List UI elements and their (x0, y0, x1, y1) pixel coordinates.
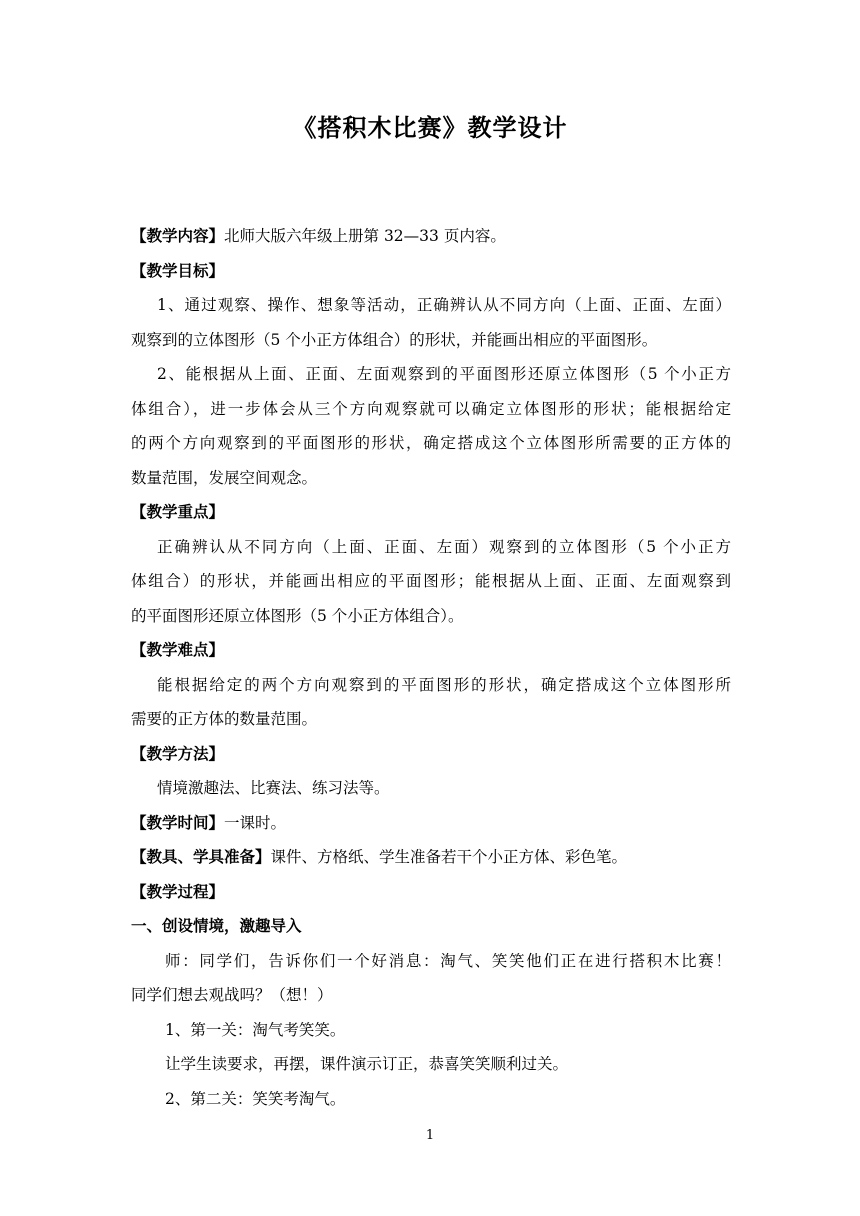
goals-paragraph-2-line-3: 的两个方向观察到的平面图形的形状，确定搭成这个立体图形所需要的正方体的 (131, 434, 731, 452)
key-points-line-3: 的平面图形还原立体图形（5 个小正方体组合）。 (131, 606, 464, 625)
time-text: 一课时。 (224, 813, 287, 832)
time-line (131, 806, 731, 841)
section-1-line-5: 2、第二关：笑笑考淘气。 (165, 1089, 346, 1108)
page-number: 1 (425, 1128, 435, 1143)
key-points-line-2: 体组合）的形状，并能画出相应的平面图形；能根据从上面、正面、左面观察到 (131, 572, 731, 590)
goals-paragraph-1-line-2: 观察到的立体图形（5 个小正方体组合）的形状，并能画出相应的平面图形。 (131, 330, 658, 349)
difficulties-line-1: 能根据给定的两个方向观察到的平面图形的形状，确定搭成这个立体图形所 (157, 675, 731, 694)
content-line (131, 219, 731, 254)
methods-text: 情境激趣法、比赛法、练习法等。 (157, 779, 390, 797)
goals-paragraph-1-line-1: 1、通过观察、操作、想象等活动，正确辨认从不同方向（上面、正面、左面） (157, 296, 731, 314)
difficulties-line-2: 需要的正方体的数量范围。 (131, 710, 318, 728)
content-label: 【教学内容】 (131, 227, 225, 245)
page-title: 《搭积木比赛》教学设计 (292, 114, 568, 142)
section-1-line-3: 1、第一关：淘气考笑笑。 (165, 1020, 346, 1039)
section-1-line-1: 师：同学们，告诉你们一个好消息：淘气、笑笑他们正在进行搭积木比赛！ (165, 951, 731, 970)
content-text: 北师大版六年级上册第 32—33 页内容。 (224, 227, 506, 245)
document-body (131, 219, 731, 1116)
section-1-line-2: 同学们想去观战吗？（想！） (131, 986, 333, 1004)
goals-paragraph-2-line-2: 体组合），进一步体会从三个方向观察就可以确定立体图形的形状；能根据给定 (131, 399, 731, 418)
section-1-line-4: 让学生读要求，再摆，课件演示订正，恭喜笑笑顺利过关。 (165, 1055, 569, 1073)
goals-paragraph-2-line-1: 2、能根据从上面、正面、左面观察到的平面图形还原立体图形（5 个小正方 (157, 365, 731, 383)
goals-paragraph-2-line-4: 数量范围，发展空间观念。 (131, 468, 318, 487)
key-points-label: 【教学重点】 (131, 503, 225, 521)
tools-label: 【教具、学具准备】 (131, 848, 271, 866)
methods-label: 【教学方法】 (131, 744, 225, 763)
difficulties-label: 【教学难点】 (131, 641, 225, 659)
tools-line (131, 840, 731, 875)
section-1-heading: 一、创设情境，激趣导入 (131, 917, 302, 935)
time-label: 【教学时间】 (131, 813, 225, 832)
tools-text: 课件、方格纸、学生准备若干个小正方体、彩色笔。 (270, 848, 628, 866)
process-label: 【教学过程】 (131, 882, 225, 901)
key-points-line-1: 正确辨认从不同方向（上面、正面、左面）观察到的立体图形（5 个小正方 (157, 537, 731, 556)
goals-label: 【教学目标】 (131, 261, 225, 280)
